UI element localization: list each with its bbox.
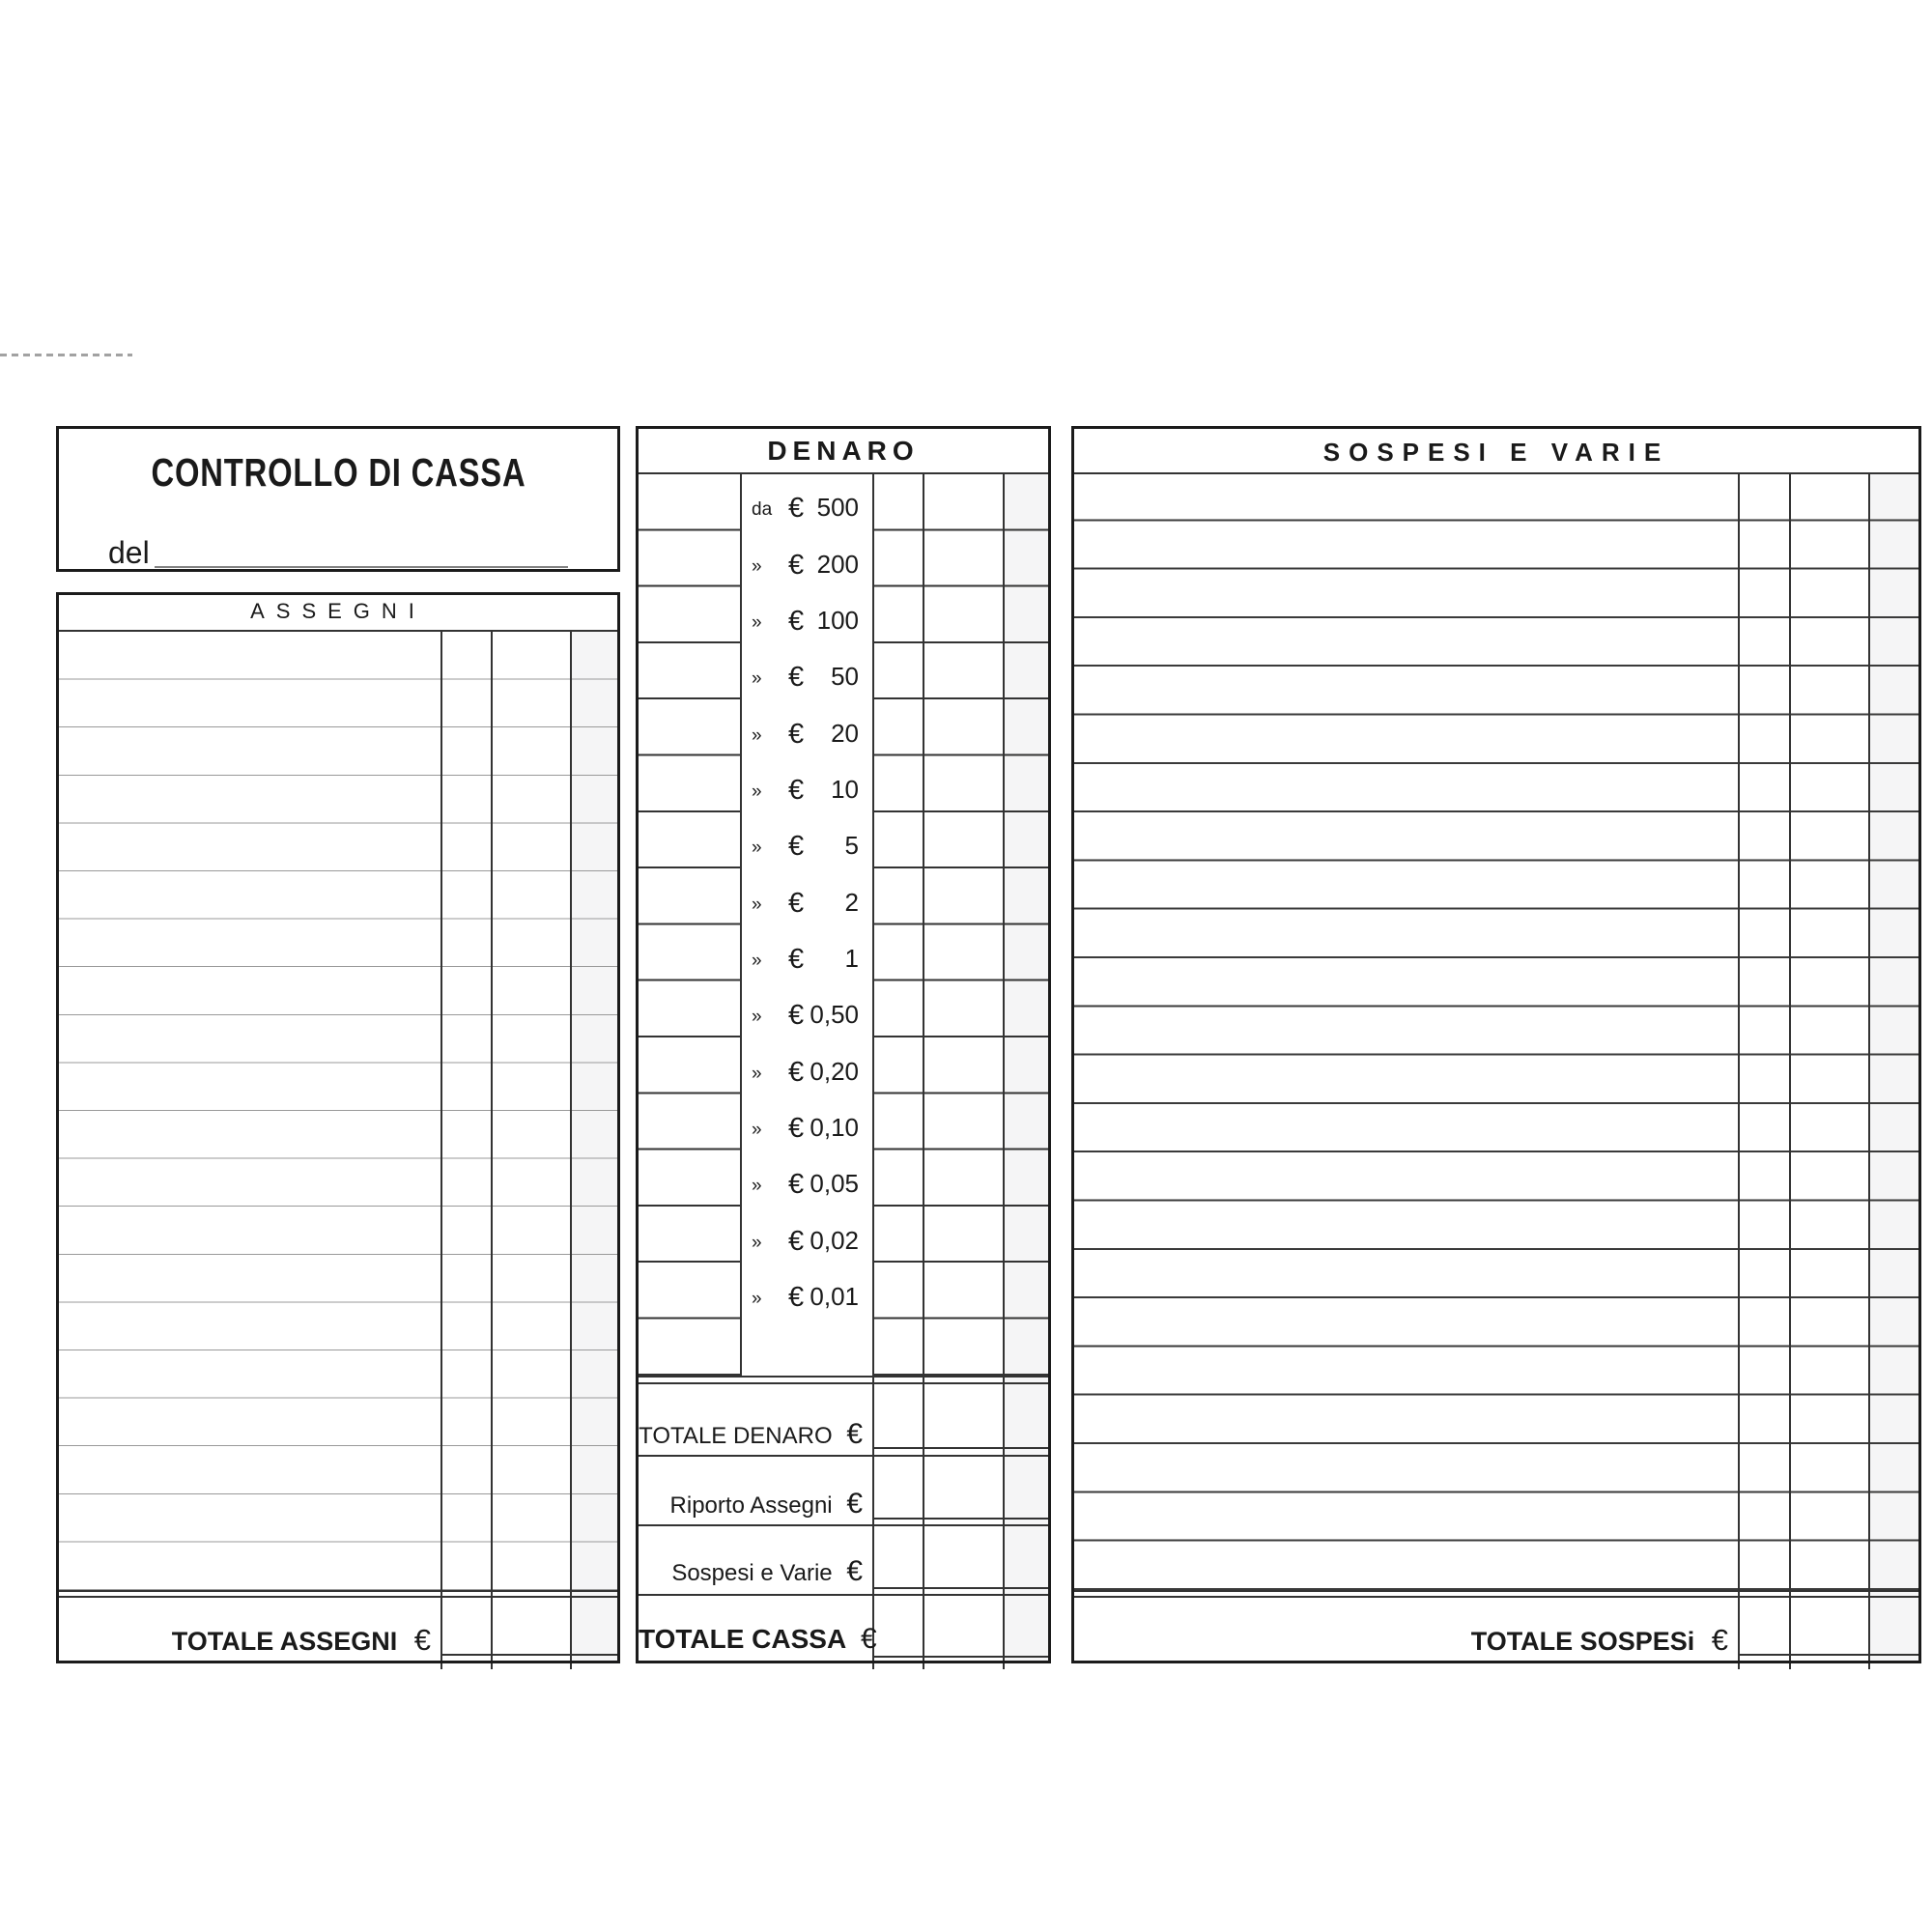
denaro-total-row-separator bbox=[639, 1524, 1048, 1526]
assegni-column-divider bbox=[570, 630, 572, 1669]
denomination-value: 5 bbox=[844, 831, 859, 861]
denomination-row bbox=[740, 981, 872, 1037]
sospesi-column-divider bbox=[1789, 472, 1791, 1669]
denomination-value: 0,02 bbox=[810, 1225, 859, 1255]
euro-sign: € bbox=[788, 1281, 805, 1313]
euro-sign: € bbox=[846, 1488, 863, 1520]
denomination-prefix: » bbox=[752, 838, 762, 859]
denaro-total-row-separator bbox=[639, 1455, 1048, 1457]
euro-sign: € bbox=[846, 1418, 863, 1450]
denaro-double-rule-top bbox=[639, 1376, 1048, 1378]
denaro-column-divider bbox=[923, 472, 924, 1669]
denomination-prefix: » bbox=[752, 894, 762, 915]
denomination-prefix: » bbox=[752, 1007, 762, 1028]
sospesi-column-divider bbox=[1868, 472, 1870, 1669]
page-title-text: CONTROLLO DI CASSA bbox=[151, 450, 526, 495]
denomination-prefix: » bbox=[752, 781, 762, 802]
denomination-prefix: » bbox=[752, 611, 762, 633]
denaro-amount-row-grid bbox=[872, 474, 1048, 1378]
denomination-list bbox=[740, 474, 872, 1320]
riporto-assegni-label bbox=[639, 1488, 863, 1520]
denomination-row bbox=[740, 868, 872, 924]
sospesi-double-rule-bottom bbox=[1074, 1596, 1918, 1598]
denomination-prefix: » bbox=[752, 1232, 762, 1253]
denomination-row bbox=[740, 1151, 872, 1207]
assegni-header: ASSEGNI bbox=[250, 599, 426, 623]
denomination-value: 50 bbox=[831, 662, 859, 692]
denomination-value: 0,10 bbox=[810, 1112, 859, 1142]
denomination-prefix: » bbox=[752, 1119, 762, 1140]
assegni-total-text: TOTALE ASSEGNI bbox=[171, 1627, 398, 1656]
denomination-value: 500 bbox=[816, 493, 859, 523]
denomination-row bbox=[740, 756, 872, 812]
denaro-column-divider bbox=[872, 472, 874, 1669]
denaro-amount-line bbox=[872, 1656, 1048, 1658]
sospesi-row-grid bbox=[1074, 472, 1918, 1590]
sospesi-e-varie-label bbox=[639, 1555, 863, 1588]
euro-sign: € bbox=[788, 887, 805, 919]
denomination-value: 100 bbox=[816, 605, 859, 635]
denomination-row bbox=[740, 1094, 872, 1151]
euro-sign: € bbox=[788, 493, 805, 525]
denomination-value: 0,20 bbox=[810, 1056, 859, 1086]
euro-sign: € bbox=[788, 1225, 805, 1257]
assegni-double-rule-bottom bbox=[59, 1596, 617, 1598]
euro-sign: € bbox=[788, 1056, 805, 1088]
sospesi-header-separator bbox=[1074, 472, 1918, 474]
denomination-prefix: da bbox=[752, 499, 773, 521]
euro-sign: € bbox=[846, 1555, 863, 1587]
denomination-row bbox=[740, 1264, 872, 1320]
assegni-column-divider bbox=[440, 630, 442, 1669]
denomination-row bbox=[740, 1207, 872, 1263]
denomination-row bbox=[740, 643, 872, 699]
denomination-value: 10 bbox=[831, 774, 859, 804]
denaro-column-divider bbox=[1003, 472, 1005, 1669]
sospesi-total-label bbox=[1074, 1623, 1728, 1658]
denomination-row bbox=[740, 474, 872, 530]
denomination-row bbox=[740, 587, 872, 643]
denomination-prefix: » bbox=[752, 1176, 762, 1197]
denomination-value: 0,01 bbox=[810, 1281, 859, 1311]
denaro-double-rule-bottom bbox=[639, 1382, 1048, 1384]
date-label: del bbox=[108, 535, 150, 570]
euro-sign: € bbox=[788, 1000, 805, 1032]
sospesi-total-text: TOTALE SOSPESi bbox=[1470, 1627, 1695, 1656]
euro-sign: € bbox=[788, 718, 805, 750]
denaro-amount-line bbox=[872, 1518, 1048, 1520]
denomination-value: 0,05 bbox=[810, 1169, 859, 1199]
denomination-value: 1 bbox=[844, 943, 859, 973]
sospesi-total-amount-line bbox=[1738, 1654, 1918, 1656]
denomination-row bbox=[740, 699, 872, 755]
denomination-value: 20 bbox=[831, 718, 859, 748]
sospesi-header: SOSPESI E VARIE bbox=[1322, 438, 1670, 467]
dashed-cut-line bbox=[0, 354, 132, 356]
date-fill-line bbox=[155, 566, 568, 568]
denaro-amount-line bbox=[872, 1447, 1048, 1449]
denomination-row bbox=[740, 530, 872, 586]
euro-sign: € bbox=[788, 774, 805, 806]
denomination-prefix: » bbox=[752, 1288, 762, 1309]
denaro-amount-line bbox=[872, 1587, 1048, 1589]
denomination-prefix: » bbox=[752, 555, 762, 577]
euro-sign: € bbox=[788, 1112, 805, 1144]
denomination-prefix: » bbox=[752, 1063, 762, 1084]
denaro-header: DENARO bbox=[767, 436, 920, 466]
denomination-row bbox=[740, 1037, 872, 1094]
euro-sign: € bbox=[860, 1623, 877, 1655]
euro-sign: € bbox=[788, 1169, 805, 1201]
page-title bbox=[56, 450, 620, 496]
totale-denaro-text: TOTALE DENARO bbox=[639, 1423, 833, 1449]
assegni-column-divider bbox=[491, 630, 493, 1669]
sospesi-e-varie-text: Sospesi e Varie bbox=[671, 1560, 833, 1586]
denaro-quantity-row-grid bbox=[639, 474, 740, 1378]
assegni-header-separator bbox=[59, 630, 617, 632]
euro-sign: € bbox=[413, 1623, 431, 1657]
assegni-row-grid bbox=[59, 632, 617, 1590]
assegni-total-amount-line bbox=[440, 1654, 617, 1656]
assegni-double-rule-top bbox=[59, 1590, 617, 1592]
euro-sign: € bbox=[788, 605, 805, 637]
denaro-total-row-separator bbox=[639, 1594, 1048, 1596]
denomination-row bbox=[740, 925, 872, 981]
euro-sign: € bbox=[788, 549, 805, 581]
denomination-prefix: » bbox=[752, 950, 762, 971]
totale-denaro-label bbox=[639, 1418, 863, 1451]
sospesi-double-rule-top bbox=[1074, 1590, 1918, 1592]
riporto-assegni-text: Riporto Assegni bbox=[669, 1492, 833, 1519]
euro-sign: € bbox=[788, 831, 805, 863]
sospesi-column-divider bbox=[1738, 472, 1740, 1669]
denomination-value: 0,50 bbox=[810, 1000, 859, 1030]
assegni-total-label bbox=[59, 1623, 431, 1658]
euro-sign: € bbox=[788, 943, 805, 975]
euro-sign: € bbox=[788, 662, 805, 694]
denomination-row bbox=[740, 812, 872, 868]
euro-sign: € bbox=[1711, 1623, 1728, 1657]
denomination-prefix: » bbox=[752, 724, 762, 746]
totale-cassa-label bbox=[639, 1623, 877, 1656]
totale-cassa-text: TOTALE CASSA bbox=[639, 1624, 846, 1654]
denomination-value: 200 bbox=[816, 549, 859, 579]
denomination-prefix: » bbox=[752, 668, 762, 690]
denomination-value: 2 bbox=[844, 887, 859, 917]
